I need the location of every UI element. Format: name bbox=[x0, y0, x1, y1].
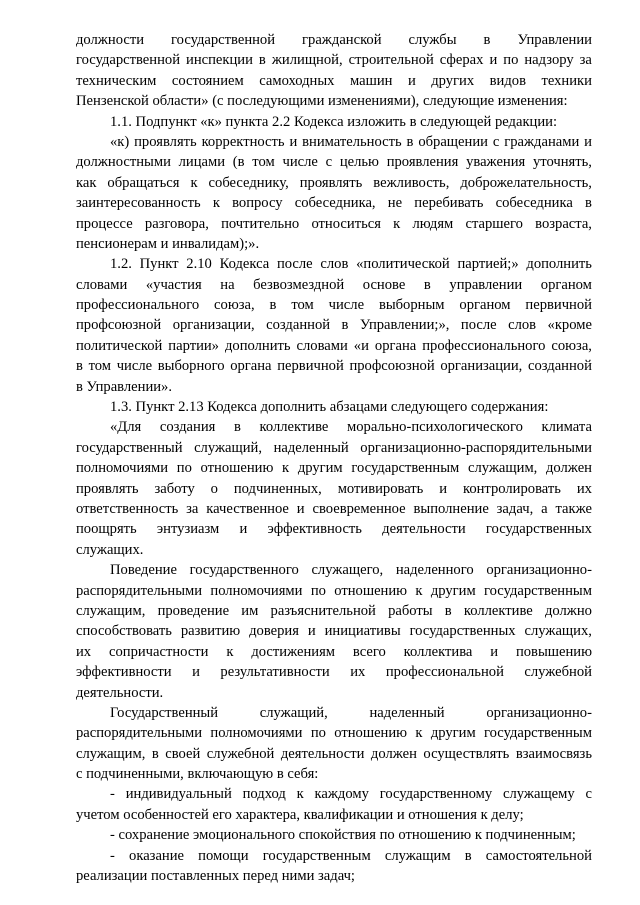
text-line: реализации поставленных перед ними задач; bbox=[76, 868, 355, 885]
text-line: политической партии» дополнить словами «и органа профессионального союза, bbox=[76, 337, 592, 354]
text-line: деятельности. bbox=[76, 684, 164, 701]
text-line: как обращаться к собеседнику, проявлять вежливость, доброжелательность, bbox=[76, 174, 592, 191]
text-line: Поведение государственного служащего, наделенного организационно- bbox=[110, 562, 592, 579]
text-line: техническим состоянием самоходных машин и других видов техники bbox=[76, 72, 592, 89]
text-line: способствовать развитию доверия и инициативы государственных служащих, bbox=[76, 623, 592, 640]
text-line: поощрять энтузиазм и эффективность деятельности государственных bbox=[76, 521, 592, 538]
text-line: словами «участия на безвозмездной основе в управлении органом bbox=[76, 276, 592, 293]
text-line: «Для создания в коллективе морально-психологического климата bbox=[110, 419, 592, 436]
text-line: должности государственной гражданской службы в Управлении bbox=[76, 32, 592, 48]
text-line: их сопричастности к достижениям всего коллектива и повышению bbox=[76, 643, 592, 660]
text-line: - сохранение эмоционального спокойствия по отношению к подчиненным; bbox=[110, 827, 576, 844]
text-line: в Управлении». bbox=[76, 378, 173, 395]
text-line: государственный служащий, наделенный организационно-распорядительными bbox=[76, 439, 592, 456]
text-line: «к) проявлять корректность и внимательность в обращении с гражданами и bbox=[110, 133, 592, 150]
document-page bbox=[76, 30, 592, 886]
text-line: Пензенской области» (с последующими изменениями), следующие изменения: bbox=[76, 93, 568, 110]
text-line: профсоюзной организации, созданной в Управлении;», после слов «кроме bbox=[76, 317, 592, 334]
text-line: полномочиями по отношению к другим государственным служащим, должен bbox=[76, 460, 592, 477]
text-line: заинтересованность к вопросу собеседника, не перебивать собеседника в bbox=[76, 195, 592, 212]
text-line: служащих. bbox=[76, 541, 144, 558]
text-line: пенсионерам и инвалидам);». bbox=[76, 235, 260, 252]
text-line: должностными лицами (в том числе с целью проявления уважения уточнять, bbox=[76, 154, 592, 171]
text-line: 1.2. Пункт 2.10 Кодекса после слов «политической партией;» дополнить bbox=[110, 256, 592, 273]
text-line: профессионального союза, в том числе выборным органом первичной bbox=[76, 297, 592, 314]
text-line: в том числе выборного органа первичной профсоюзной организации, созданной bbox=[76, 358, 592, 375]
text-line: с подчиненными, включающую в себя: bbox=[76, 766, 319, 783]
text-line: распорядительными полномочиями по отношению к другим государственным bbox=[76, 725, 592, 742]
text-line: служащим, проведение им разъяснительной работы в коллективе должно bbox=[76, 602, 592, 619]
text-line: - оказание помощи государственным служащим в самостоятельной bbox=[110, 847, 592, 864]
text-line: государственной инспекции в жилищной, строительной сферах и по надзору за bbox=[76, 52, 592, 69]
text-line: учетом особенностей его характера, квалификации и отношения к делу; bbox=[76, 806, 524, 823]
text-line: Государственный служащий, наделенный организационно- bbox=[110, 704, 592, 721]
text-line: проявлять заботу о подчиненных, мотивировать и контролировать их bbox=[76, 480, 592, 497]
text-line: эффективности и результативности их профессиональной служебной bbox=[76, 664, 592, 681]
text-line: ответственность за качественное и своевременное выполнение задач, а также bbox=[76, 500, 592, 517]
text-line: - индивидуальный подход к каждому государственному служащему с bbox=[110, 786, 592, 803]
text-line: процессе разговора, почтительно относиться к людям старшего возраста, bbox=[76, 215, 592, 232]
text-line: 1.3. Пункт 2.13 Кодекса дополнить абзацами следующего содержания: bbox=[110, 399, 549, 416]
text-line: 1.1. Подпункт «к» пункта 2.2 Кодекса изложить в следующей редакции: bbox=[110, 113, 558, 130]
text-line: служащим, в своей служебной деятельности должен осуществлять взаимосвязь bbox=[76, 745, 592, 762]
text-line: распорядительными полномочиями по отношению к другим государственным bbox=[76, 582, 592, 599]
